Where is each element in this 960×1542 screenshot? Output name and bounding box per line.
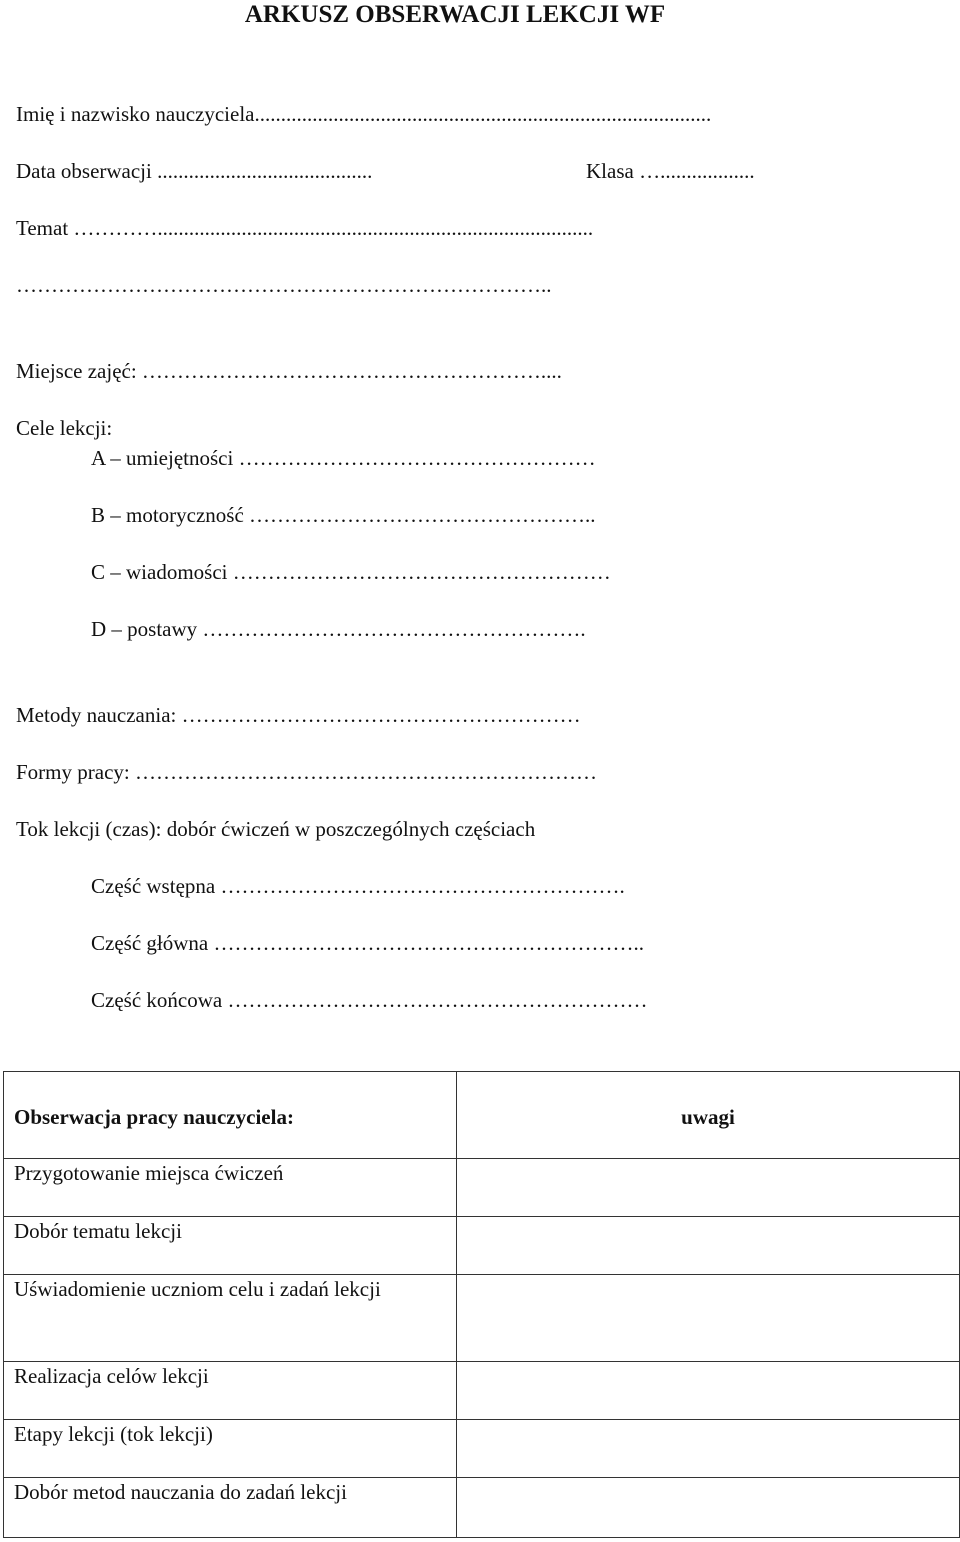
teacher-name-field[interactable]: Imię i nazwisko nauczyciela.......................................................................................: [16, 102, 712, 126]
work-forms-field[interactable]: Formy pracy: …………………………………………………………: [16, 760, 597, 784]
class-field[interactable]: Klasa …..................: [586, 159, 755, 183]
table-header-row: [4, 1072, 960, 1159]
criterion-cell: Przygotowanie miejsca ćwiczeń: [4, 1159, 457, 1217]
intro-part-field[interactable]: Część wstępna ………………………………………………….: [91, 874, 625, 898]
location-field[interactable]: Miejsce zajęć: …………………………………………………....: [16, 359, 562, 383]
criterion-cell: Dobór metod nauczania do zadań lekcji: [4, 1478, 457, 1538]
goal-a-skills-field[interactable]: A – umiejętności ……………………………………………: [91, 446, 596, 470]
observation-date-field[interactable]: Data obserwacji .........................................: [16, 159, 373, 183]
criterion-cell: Etapy lekcji (tok lekcji): [4, 1420, 457, 1478]
topic-continuation-field[interactable]: …………………………………………………………………..: [16, 273, 552, 297]
criterion-cell: Realizacja celów lekcji: [4, 1362, 457, 1420]
remarks-cell[interactable]: [457, 1362, 960, 1420]
topic-field[interactable]: Temat …………...................................................................................: [16, 216, 594, 240]
table-row: [4, 1217, 960, 1275]
table-header-observation: Obserwacja pracy nauczyciela:: [4, 1072, 457, 1159]
remarks-cell[interactable]: [457, 1217, 960, 1275]
goal-b-motor-field[interactable]: B – motoryczność …………………………………………..: [91, 503, 596, 527]
observation-table: [3, 1071, 960, 1538]
teaching-methods-field[interactable]: Metody nauczania: …………………………………………………: [16, 703, 581, 727]
table-header-remarks: uwagi: [457, 1072, 960, 1159]
remarks-cell[interactable]: [457, 1275, 960, 1362]
remarks-cell[interactable]: [457, 1478, 960, 1538]
criterion-cell: Uświadomienie uczniom celu i zadań lekcji: [4, 1275, 457, 1362]
goal-c-knowledge-field[interactable]: C – wiadomości ………………………………………………: [91, 560, 611, 584]
table-row: [4, 1275, 960, 1362]
criterion-cell: Dobór tematu lekcji: [4, 1217, 457, 1275]
lesson-flow-label: Tok lekcji (czas): dobór ćwiczeń w poszczególnych częściach: [16, 817, 536, 841]
document-title: ARKUSZ OBSERWACJI LEKCJI WF: [244, 1, 666, 28]
table-row: [4, 1362, 960, 1420]
remarks-cell[interactable]: [457, 1159, 960, 1217]
table-row: [4, 1159, 960, 1217]
lesson-goals-label: Cele lekcji:: [16, 416, 113, 440]
remarks-cell[interactable]: [457, 1420, 960, 1478]
main-part-field[interactable]: Część główna ……………………………………………………..: [91, 931, 644, 955]
table-row: [4, 1420, 960, 1478]
table-row: [4, 1478, 960, 1538]
final-part-field[interactable]: Część końcowa ……………………………………………………: [91, 988, 648, 1012]
goal-d-attitudes-field[interactable]: D – postawy ……………………………………………….: [91, 617, 586, 641]
